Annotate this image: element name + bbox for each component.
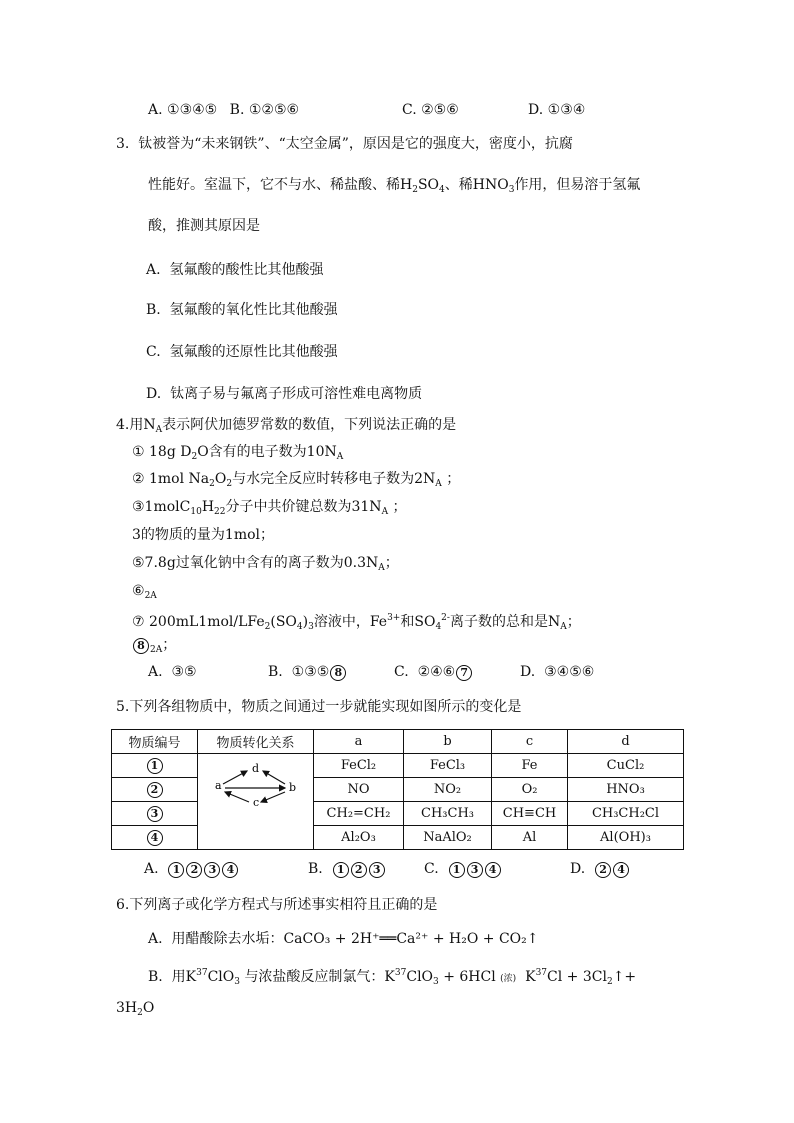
q2-option-c[interactable]: C. ②⑤⑥ bbox=[402, 102, 459, 118]
cell-d: CuCl₂ bbox=[568, 754, 684, 778]
arrow-b-to-c bbox=[261, 792, 285, 802]
q3-stem-line2: 性能好。室温下，它不与水、稀盐酸、稀$H_2SO_4$、稀$HNO_3$作用，但易溶于氢氟 bbox=[148, 177, 641, 195]
cell-d: HNO₃ bbox=[568, 778, 684, 802]
cell-a: NO bbox=[314, 778, 404, 802]
q6-option-a[interactable]: A. 用醋酸除去水垢：CaCO₃ + 2H⁺══Ca²⁺ + H₂O + CO₂↑ bbox=[148, 931, 539, 947]
conversion-diagram-cell bbox=[198, 754, 314, 850]
table-header-row bbox=[112, 730, 684, 754]
cell-b: NaAlO₂ bbox=[404, 826, 492, 850]
cell-b: CH₃CH₃ bbox=[404, 802, 492, 826]
header-cell: 物质编号 bbox=[112, 730, 198, 754]
cell-d: Al(OH)₃ bbox=[568, 826, 684, 850]
arrow-a-to-d bbox=[223, 771, 247, 784]
node-a: a bbox=[214, 779, 222, 792]
q4-option-c[interactable]: C. ②④⑥ 7 bbox=[394, 662, 473, 682]
q3-stem-line3: 酸，推测其原因是 bbox=[148, 218, 260, 234]
cell-b: FeCl₃ bbox=[404, 754, 492, 778]
q4-statement-2: ② 1mol $Na_2O_2$与水完全反应时转移电子数为$2N_A$ ； bbox=[132, 471, 461, 489]
header-cell: b bbox=[404, 730, 492, 754]
cell-a: Al₂O₃ bbox=[314, 826, 404, 850]
q2-options bbox=[148, 100, 299, 120]
q4-stem: 4.用$N_A$表示阿伏加德罗常数的数值，下列说法正确的是 bbox=[116, 417, 457, 435]
q3-option-b[interactable]: B. 氢氟酸的氧化性比其他酸强 bbox=[146, 302, 338, 318]
cell-a: CH₂=CH₂ bbox=[314, 802, 404, 826]
q3-option-a[interactable]: A. 氢氟酸的酸性比其他酸强 bbox=[146, 262, 324, 278]
header-cell: 物质转化关系 bbox=[198, 730, 314, 754]
q4-statement-4: 3的物质的量为1mol； bbox=[132, 527, 274, 543]
q4-option-a[interactable]: A. ③⑤ bbox=[148, 664, 197, 680]
node-b: b bbox=[288, 781, 296, 794]
cell-c: CH≡CH bbox=[492, 802, 568, 826]
q2-option-d[interactable]: D. ①③④ bbox=[528, 102, 586, 118]
q2-option-b[interactable]: B. ①②⑤⑥ bbox=[229, 102, 300, 118]
q4-option-d[interactable]: D. ③④⑤⑥ bbox=[520, 664, 595, 680]
q3-option-c[interactable]: C. 氢氟酸的还原性比其他酸强 bbox=[146, 344, 338, 360]
q6-option-b[interactable]: B. 用$K^{37}ClO_3$ 与浓盐酸反应制氯气：$K^{37}ClO_3 + 6HCl$ (浓) $K^{37}Cl$ + $3Cl_2↑+$ bbox=[148, 968, 637, 987]
cell-d: CH₃CH₂Cl bbox=[568, 802, 684, 826]
q4-statement-6: $⑥_{2A}$ bbox=[132, 583, 157, 601]
row-number: 2 bbox=[112, 778, 198, 802]
q4-statement-1: ① 18g $D_2O$含有的电子数为$10N_A$ bbox=[132, 444, 344, 462]
row-number: 4 bbox=[112, 826, 198, 850]
q4-statement-3: $③1molC_{10}H_{22}$分子中共价键总数为$31N_A$ ； bbox=[132, 499, 407, 517]
q4-statement-5: ⑤7.8g过氧化钠中含有的离子数为$0.3N_A$； bbox=[132, 555, 399, 573]
conversion-diagram bbox=[201, 756, 311, 816]
table-row bbox=[112, 754, 684, 778]
node-d: d bbox=[251, 762, 259, 775]
cell-b: NO₂ bbox=[404, 778, 492, 802]
q5-stem: 5.下列各组物质中，物质之间通过一步就能实现如图所示的变化是 bbox=[116, 699, 522, 715]
q5-option-c[interactable]: C. 1 3 4 bbox=[424, 859, 502, 879]
q2-option-a[interactable]: A. ①③④⑤ bbox=[148, 102, 218, 118]
arrow-b-to-d bbox=[263, 771, 285, 784]
q3-option-d[interactable]: D. 钛离子易与氟离子形成可溶性难电离物质 bbox=[146, 386, 423, 402]
q5-option-a[interactable]: A. 1 2 3 4 bbox=[144, 859, 239, 879]
q6-stem: 6.下列离子或化学方程式与所述事实相符且正确的是 bbox=[116, 897, 438, 913]
cell-a: FeCl₂ bbox=[314, 754, 404, 778]
row-number: 1 bbox=[112, 754, 198, 778]
header-cell: a bbox=[314, 730, 404, 754]
q6-option-b-continued: $3H_2O$ bbox=[116, 1000, 155, 1018]
q4-statement-8: 8 $_{2A}$； bbox=[132, 635, 176, 660]
q3-stem-line1: 3. 钛被誉为“未来钢铁”、“太空金属”，原因是它的强度大，密度小，抗腐 bbox=[116, 136, 573, 152]
q4-statement-7: ⑦ $200mL1mol/LFe_2(SO_4)_3$溶液中，$Fe^{3+}$和$SO_4^{2-}$离子数的总和是$N_A$； bbox=[132, 613, 581, 632]
cell-c: O₂ bbox=[492, 778, 568, 802]
cell-c: Al bbox=[492, 826, 568, 850]
row-number: 3 bbox=[112, 802, 198, 826]
header-cell: d bbox=[568, 730, 684, 754]
q4-option-b[interactable]: B. ①③⑤ 8 bbox=[268, 662, 347, 682]
header-cell: c bbox=[492, 730, 568, 754]
arrow-c-to-a bbox=[225, 792, 249, 802]
node-c: c bbox=[252, 796, 259, 809]
q5-table bbox=[111, 729, 684, 850]
q5-option-b[interactable]: B. 1 2 3 bbox=[308, 859, 386, 879]
q5-option-d[interactable]: D. 2 4 bbox=[570, 859, 630, 879]
cell-c: Fe bbox=[492, 754, 568, 778]
